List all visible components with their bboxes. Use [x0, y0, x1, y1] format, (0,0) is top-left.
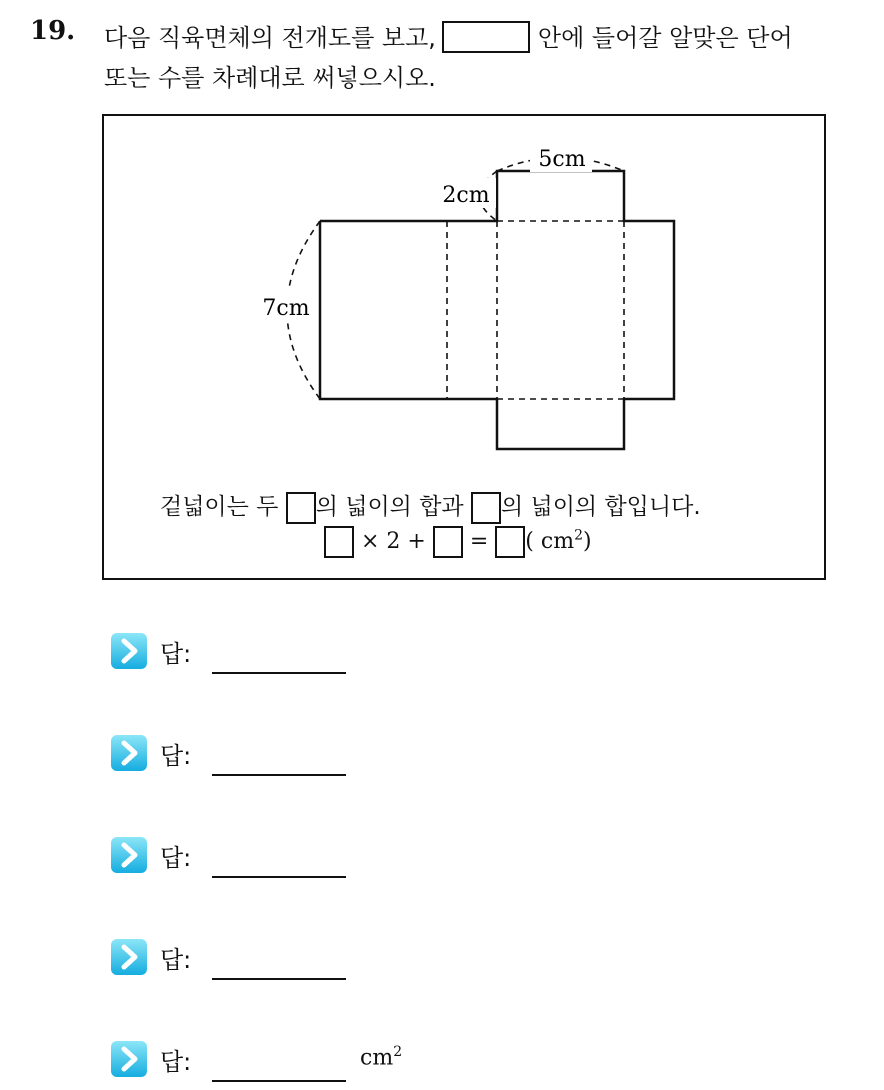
question-text-line2: 또는 수를 차례대로 써넣으시오.	[104, 64, 436, 92]
chevron-right-icon	[110, 836, 148, 874]
dimension-label-top: 5cm	[538, 147, 586, 172]
answer-label: 답:	[160, 1048, 192, 1076]
answer-label: 답:	[160, 742, 192, 770]
answer-input-line[interactable]	[212, 774, 346, 776]
figure-caption	[160, 488, 701, 524]
formula-unit: )	[582, 529, 592, 554]
answer-row	[110, 1040, 510, 1090]
dimension-label-side: 2cm	[442, 183, 490, 208]
answer-input-line[interactable]	[212, 876, 346, 878]
answer-label: 답:	[160, 640, 192, 668]
chevron-right-icon	[110, 1040, 148, 1078]
chevron-right-icon	[110, 734, 148, 772]
answer-row	[110, 836, 510, 886]
formula-operator: =	[469, 529, 489, 554]
caption-blank-box	[286, 492, 316, 524]
answer-input-line[interactable]	[212, 978, 346, 980]
caption-text: 겉넓이는 두	[160, 494, 279, 520]
answer-input-line[interactable]	[212, 672, 346, 674]
figure-formula	[324, 526, 592, 558]
formula-blank-box	[495, 526, 525, 558]
answer-unit-exponent: 2	[393, 1044, 403, 1060]
question-text-before: 다음 직육면체의 전개도를 보고,	[104, 24, 436, 52]
formula-unit: ( cm	[525, 529, 575, 554]
formula-operator: × 2 +	[361, 529, 426, 554]
answer-row	[110, 734, 510, 784]
formula-blank-box	[324, 526, 354, 558]
answer-unit-text: cm	[360, 1045, 394, 1071]
answer-label: 답:	[160, 844, 192, 872]
caption-blank-box	[471, 492, 501, 524]
answer-row	[110, 632, 510, 682]
answer-row	[110, 938, 510, 988]
answer-label: 답:	[160, 946, 192, 974]
chevron-right-icon	[110, 632, 148, 670]
chevron-right-icon	[110, 938, 148, 976]
question-text-after: 안에 들어갈 알맞은 단어	[537, 24, 793, 52]
formula-unit-exponent: 2	[574, 527, 583, 544]
formula-blank-box	[433, 526, 463, 558]
dimension-label-left: 7cm	[262, 296, 310, 321]
answer-blank-inline	[442, 21, 530, 53]
answer-unit	[360, 1044, 402, 1070]
question-number: 19.	[30, 16, 76, 46]
question-text-line1	[104, 18, 793, 55]
answer-input-line[interactable]	[212, 1080, 346, 1082]
caption-text: 의 넓이의 합입니다.	[500, 494, 701, 520]
caption-text: 의 넓이의 합과	[315, 494, 464, 520]
